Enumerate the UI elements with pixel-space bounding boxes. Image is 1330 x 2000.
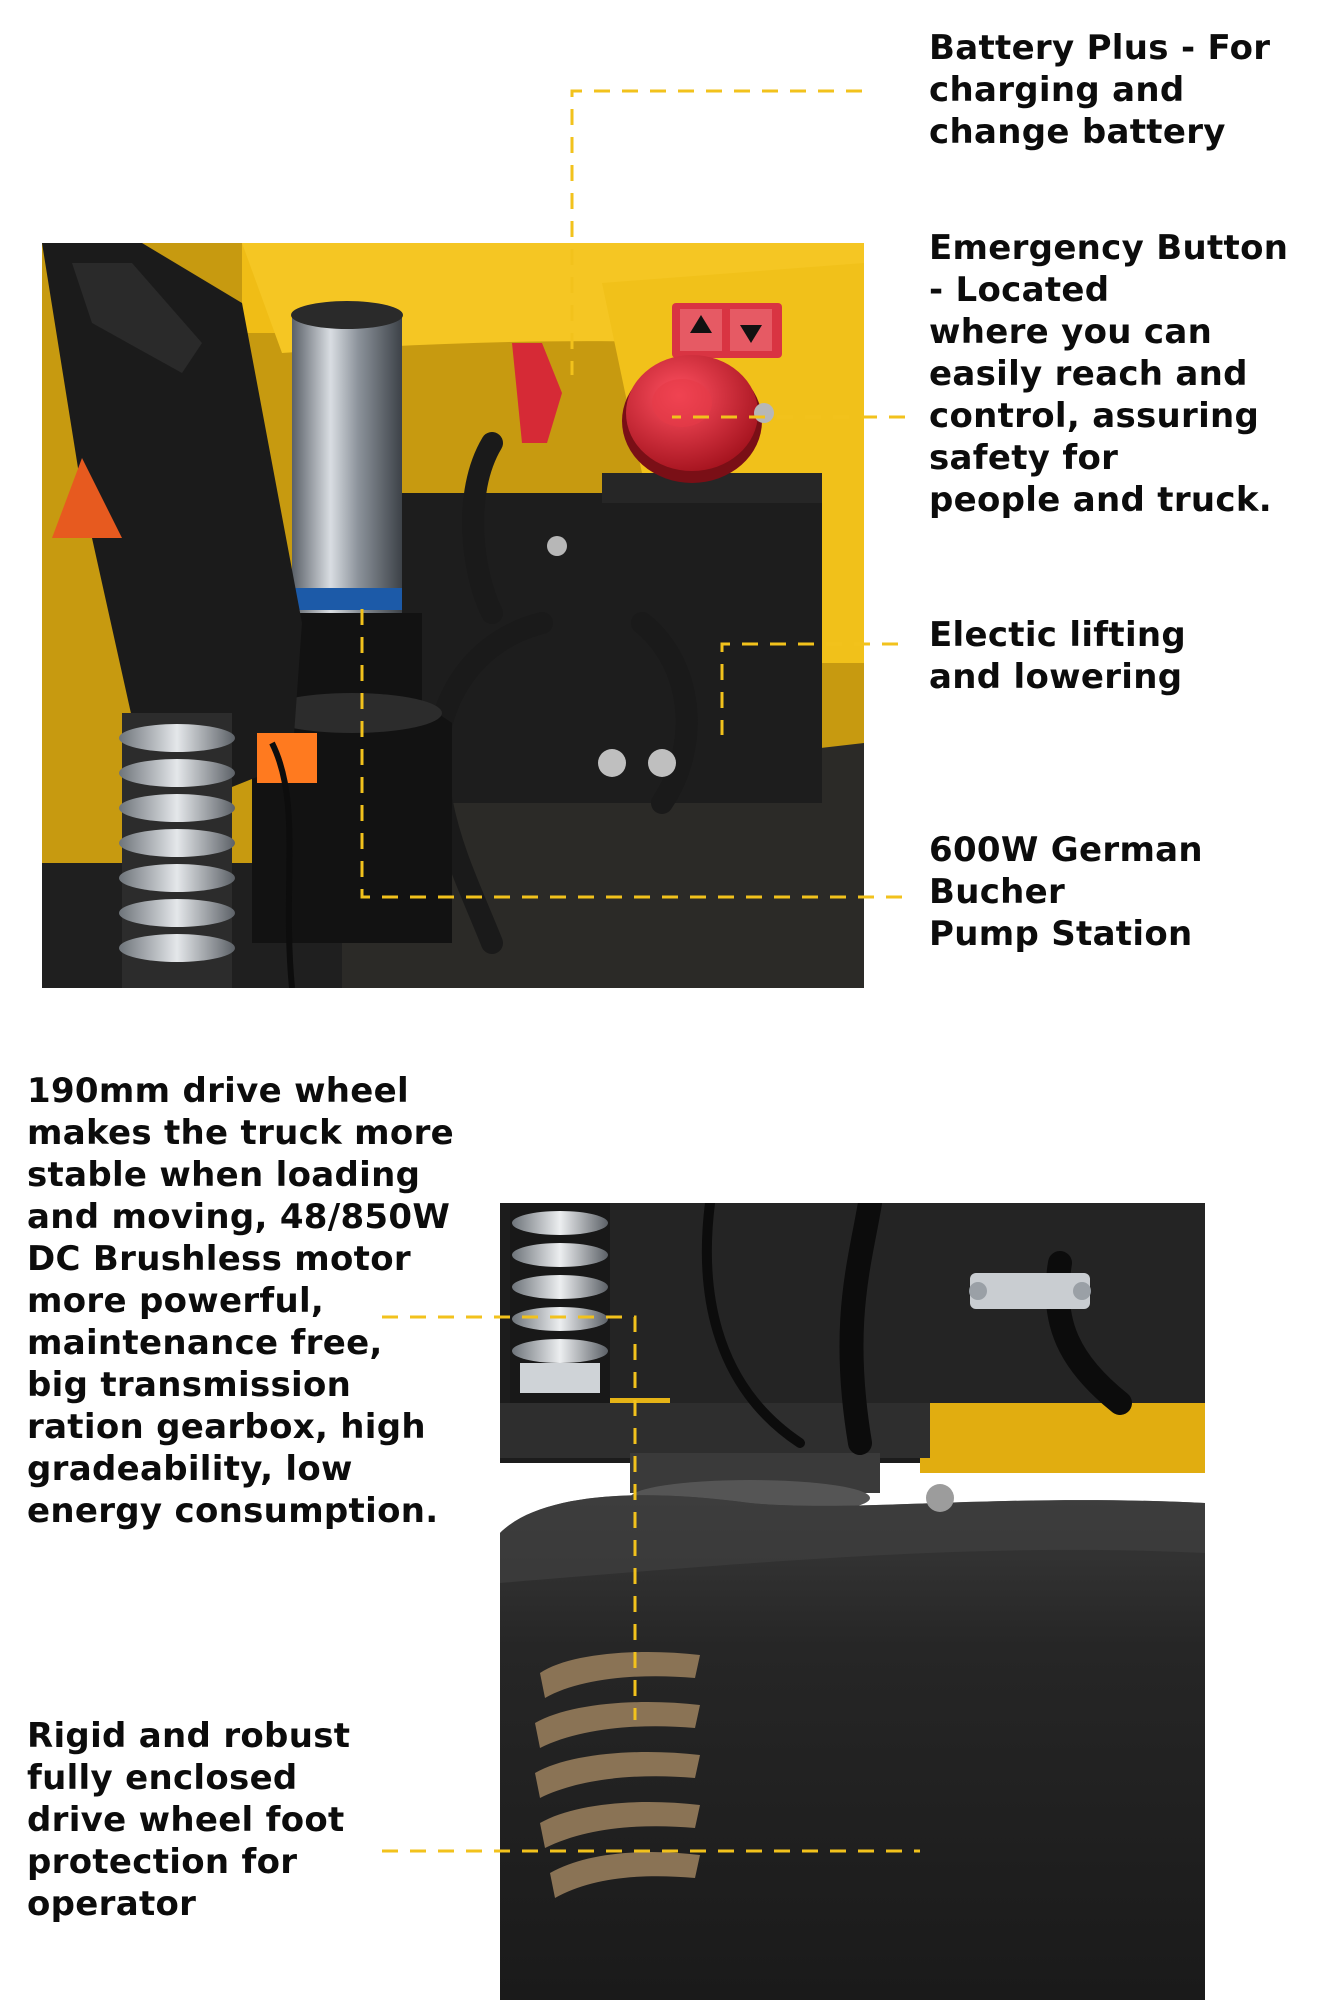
emergency-callout-line: safety for bbox=[929, 438, 1119, 478]
drive-wheel-callout-line: more powerful, bbox=[27, 1281, 325, 1321]
emergency-callout-line: - Located bbox=[929, 270, 1110, 310]
pump-callout-line: Bucher bbox=[929, 872, 1066, 912]
pump-callout-line: 600W German bbox=[929, 830, 1203, 870]
pump-leader-line bbox=[362, 600, 902, 897]
battery-callout bbox=[929, 27, 1270, 153]
foot-protection-callout-line: protection for bbox=[27, 1842, 298, 1882]
drive-wheel-callout-line: DC Brushless motor bbox=[27, 1239, 411, 1279]
drive-wheel-callout-line: gradeability, low bbox=[27, 1449, 353, 1489]
foot-protection-callout-line: Rigid and robust bbox=[27, 1716, 351, 1756]
lifting-callout-line: and lowering bbox=[929, 657, 1183, 697]
emergency-callout-line: where you can bbox=[929, 312, 1213, 352]
pump-station-callout bbox=[929, 829, 1203, 955]
drive-wheel-callout bbox=[27, 1070, 454, 1532]
emergency-callout-line: Emergency Button bbox=[929, 228, 1289, 268]
lifting-leader-line bbox=[722, 644, 898, 735]
battery-callout-line: Battery Plus - For bbox=[929, 28, 1271, 68]
drive-wheel-callout-line: stable when loading bbox=[27, 1155, 421, 1195]
drive-wheel-callout-line: maintenance free, bbox=[27, 1323, 383, 1363]
lifting-callout-line: Electic lifting bbox=[929, 615, 1187, 655]
emergency-button-callout bbox=[929, 227, 1288, 521]
battery-leader-line bbox=[572, 91, 862, 375]
drive-wheel-callout-line: makes the truck more bbox=[27, 1113, 454, 1153]
drive-wheel-callout-line: ration gearbox, high bbox=[27, 1407, 426, 1447]
drive-wheel-callout-line: and moving, 48/850W bbox=[27, 1197, 451, 1237]
battery-callout-line: change battery bbox=[929, 112, 1226, 152]
drive-wheel-callout-line: big transmission bbox=[27, 1365, 352, 1405]
foot-protection-callout-line: operator bbox=[27, 1884, 197, 1924]
drive-wheel-callout-line: 190mm drive wheel bbox=[27, 1071, 409, 1111]
foot-protection-callout bbox=[27, 1715, 350, 1925]
emergency-callout-line: people and truck. bbox=[929, 480, 1272, 520]
lifting-callout bbox=[929, 614, 1186, 698]
foot-protection-callout-line: drive wheel foot bbox=[27, 1800, 345, 1840]
battery-callout-line: charging and bbox=[929, 70, 1185, 110]
pump-callout-line: Pump Station bbox=[929, 914, 1193, 954]
drive-wheel-callout-line: energy consumption. bbox=[27, 1491, 439, 1531]
foot-protection-callout-line: fully enclosed bbox=[27, 1758, 298, 1798]
emergency-callout-line: control, assuring bbox=[929, 396, 1260, 436]
emergency-callout-line: easily reach and bbox=[929, 354, 1248, 394]
